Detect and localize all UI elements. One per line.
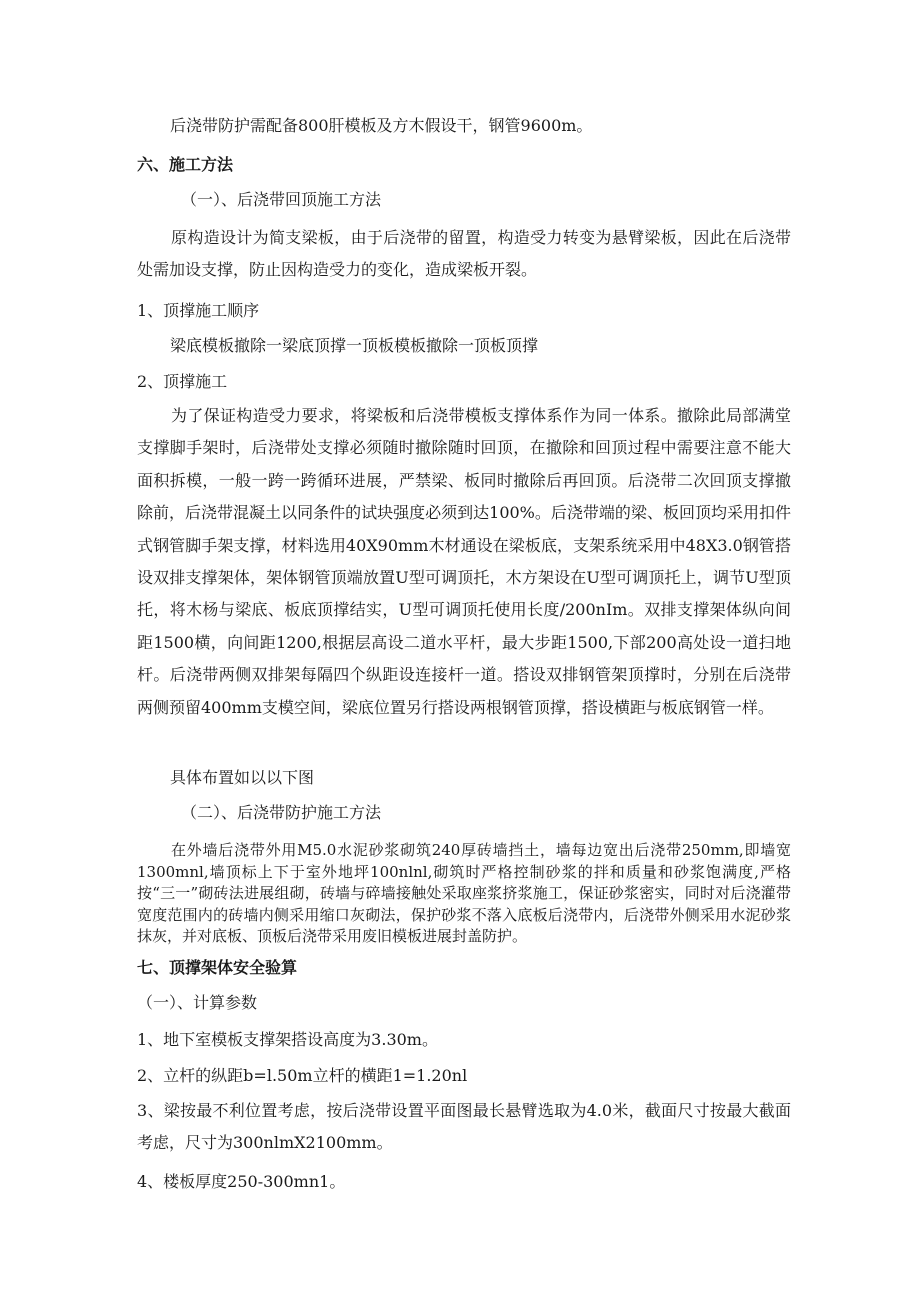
calc-item-4: 4、楼板厚度250-300mn1。 xyxy=(137,1172,346,1191)
layout-note: 具体布置如以以下图 xyxy=(170,768,315,787)
calc-params-title: （一）、计算参数 xyxy=(137,993,258,1012)
subsection-1-paragraph: 原构造设计为简支梁板，由于后浇带的留置，构造受力转变为悬臂梁板，因此在后浇带处需加设支撑，防止因构造受力的变化，造成梁板开裂。 xyxy=(137,228,791,280)
intro-line: 后浇带防护需配备800肝模板及方木假设干，钢管9600m。 xyxy=(170,116,593,135)
section-7-title: 七、顶撑架体安全验算 xyxy=(137,958,298,977)
calc-item-2: 2、立杆的纵距b=l.50m立杆的横距1=1.20nl xyxy=(137,1066,468,1085)
calc-item-3: 3、梁按最不利位置考虑，按后浇带设置平面图最长悬臂选取为4.0米，截面尺寸按最大截面考虑，尺寸为300nlmX2100mm。 xyxy=(137,1101,791,1153)
item-1-text: 梁底模板撤除一梁底顶撑一顶板模板撤除一顶板顶撑 xyxy=(170,336,539,355)
item-2-paragraph: 为了保证构造受力要求，将梁板和后浇带模板支撑体系作为同一体系。撤除此局部满堂支撑脚手架时，后浇带处支撑必须随时撤除随时回顶，在撤除和回顶过程中需要注意不能大面积拆模，一般一跨一跨循环进展，严禁梁、板同时撤除后再回顶。后浇带二次回顶支撑撤除前，后浇带混凝土以同条件的试块强度必须到达100%。后浇带端的梁、板回顶均采用扣件式钢管脚手架支撑，材料选用40X90mm木材通设在梁板底，支架系统采用中48X3.0钢管搭设双排支撑架体，架体钢管顶端放置U型可调顶托，木方架设在U型可调顶托上，调节U型顶托，将木杨与梁底、板底顶撑结实，U型可调顶托使用长度/200nIm。双排支撑架体纵向间距1500横，向间距1200,根据层高设二道水平杆，最大步距1500,下部200高处设一道扫地杆。后浇带两侧双排架每隔四个纵距设连接杆一道。搭设双排钢管架顶撑时，分别在后浇带两侧预留400mm支模空间，梁底位置另行搭设两根钢管顶撑，搭设横距与板底钢管一样。 xyxy=(137,406,791,717)
item-2-title: 2、顶撑施工 xyxy=(137,372,228,391)
subsection-1-title: （一）、后浇带回顶施工方法 xyxy=(181,190,382,209)
item-1-title: 1、顶撑施工顺序 xyxy=(137,301,260,320)
subsection-2-title: （二）、后浇带防护施工方法 xyxy=(181,803,382,822)
subsection-2-paragraph: 在外墙后浇带外用M5.0水泥砂浆砌筑240厚砖墙挡土，墙每边宽出后浇带250mm,即墙宽1300mnl,墙顶标上下于室外地坪100nlnl,砌筑时严格控制砂浆的拌和质量和砂浆饱满度,严格按“三一”砌砖法进展组砌，砖墙与碎墙接触处采取座浆挤浆施工，保证砂浆密实，同时对后浇灌带宽度范围内的砖墙内侧采用缩口灰砌法，保护砂浆不落入底板后浇带内，后浇带外侧采用水泥砂浆抹灰，并对底板、顶板后浇带采用废旧模板进展封盖防护。 xyxy=(137,841,791,945)
calc-item-1: 1、地下室模板支撑架搭设高度为3.30m。 xyxy=(137,1030,438,1049)
section-6-title: 六、施工方法 xyxy=(137,155,234,174)
